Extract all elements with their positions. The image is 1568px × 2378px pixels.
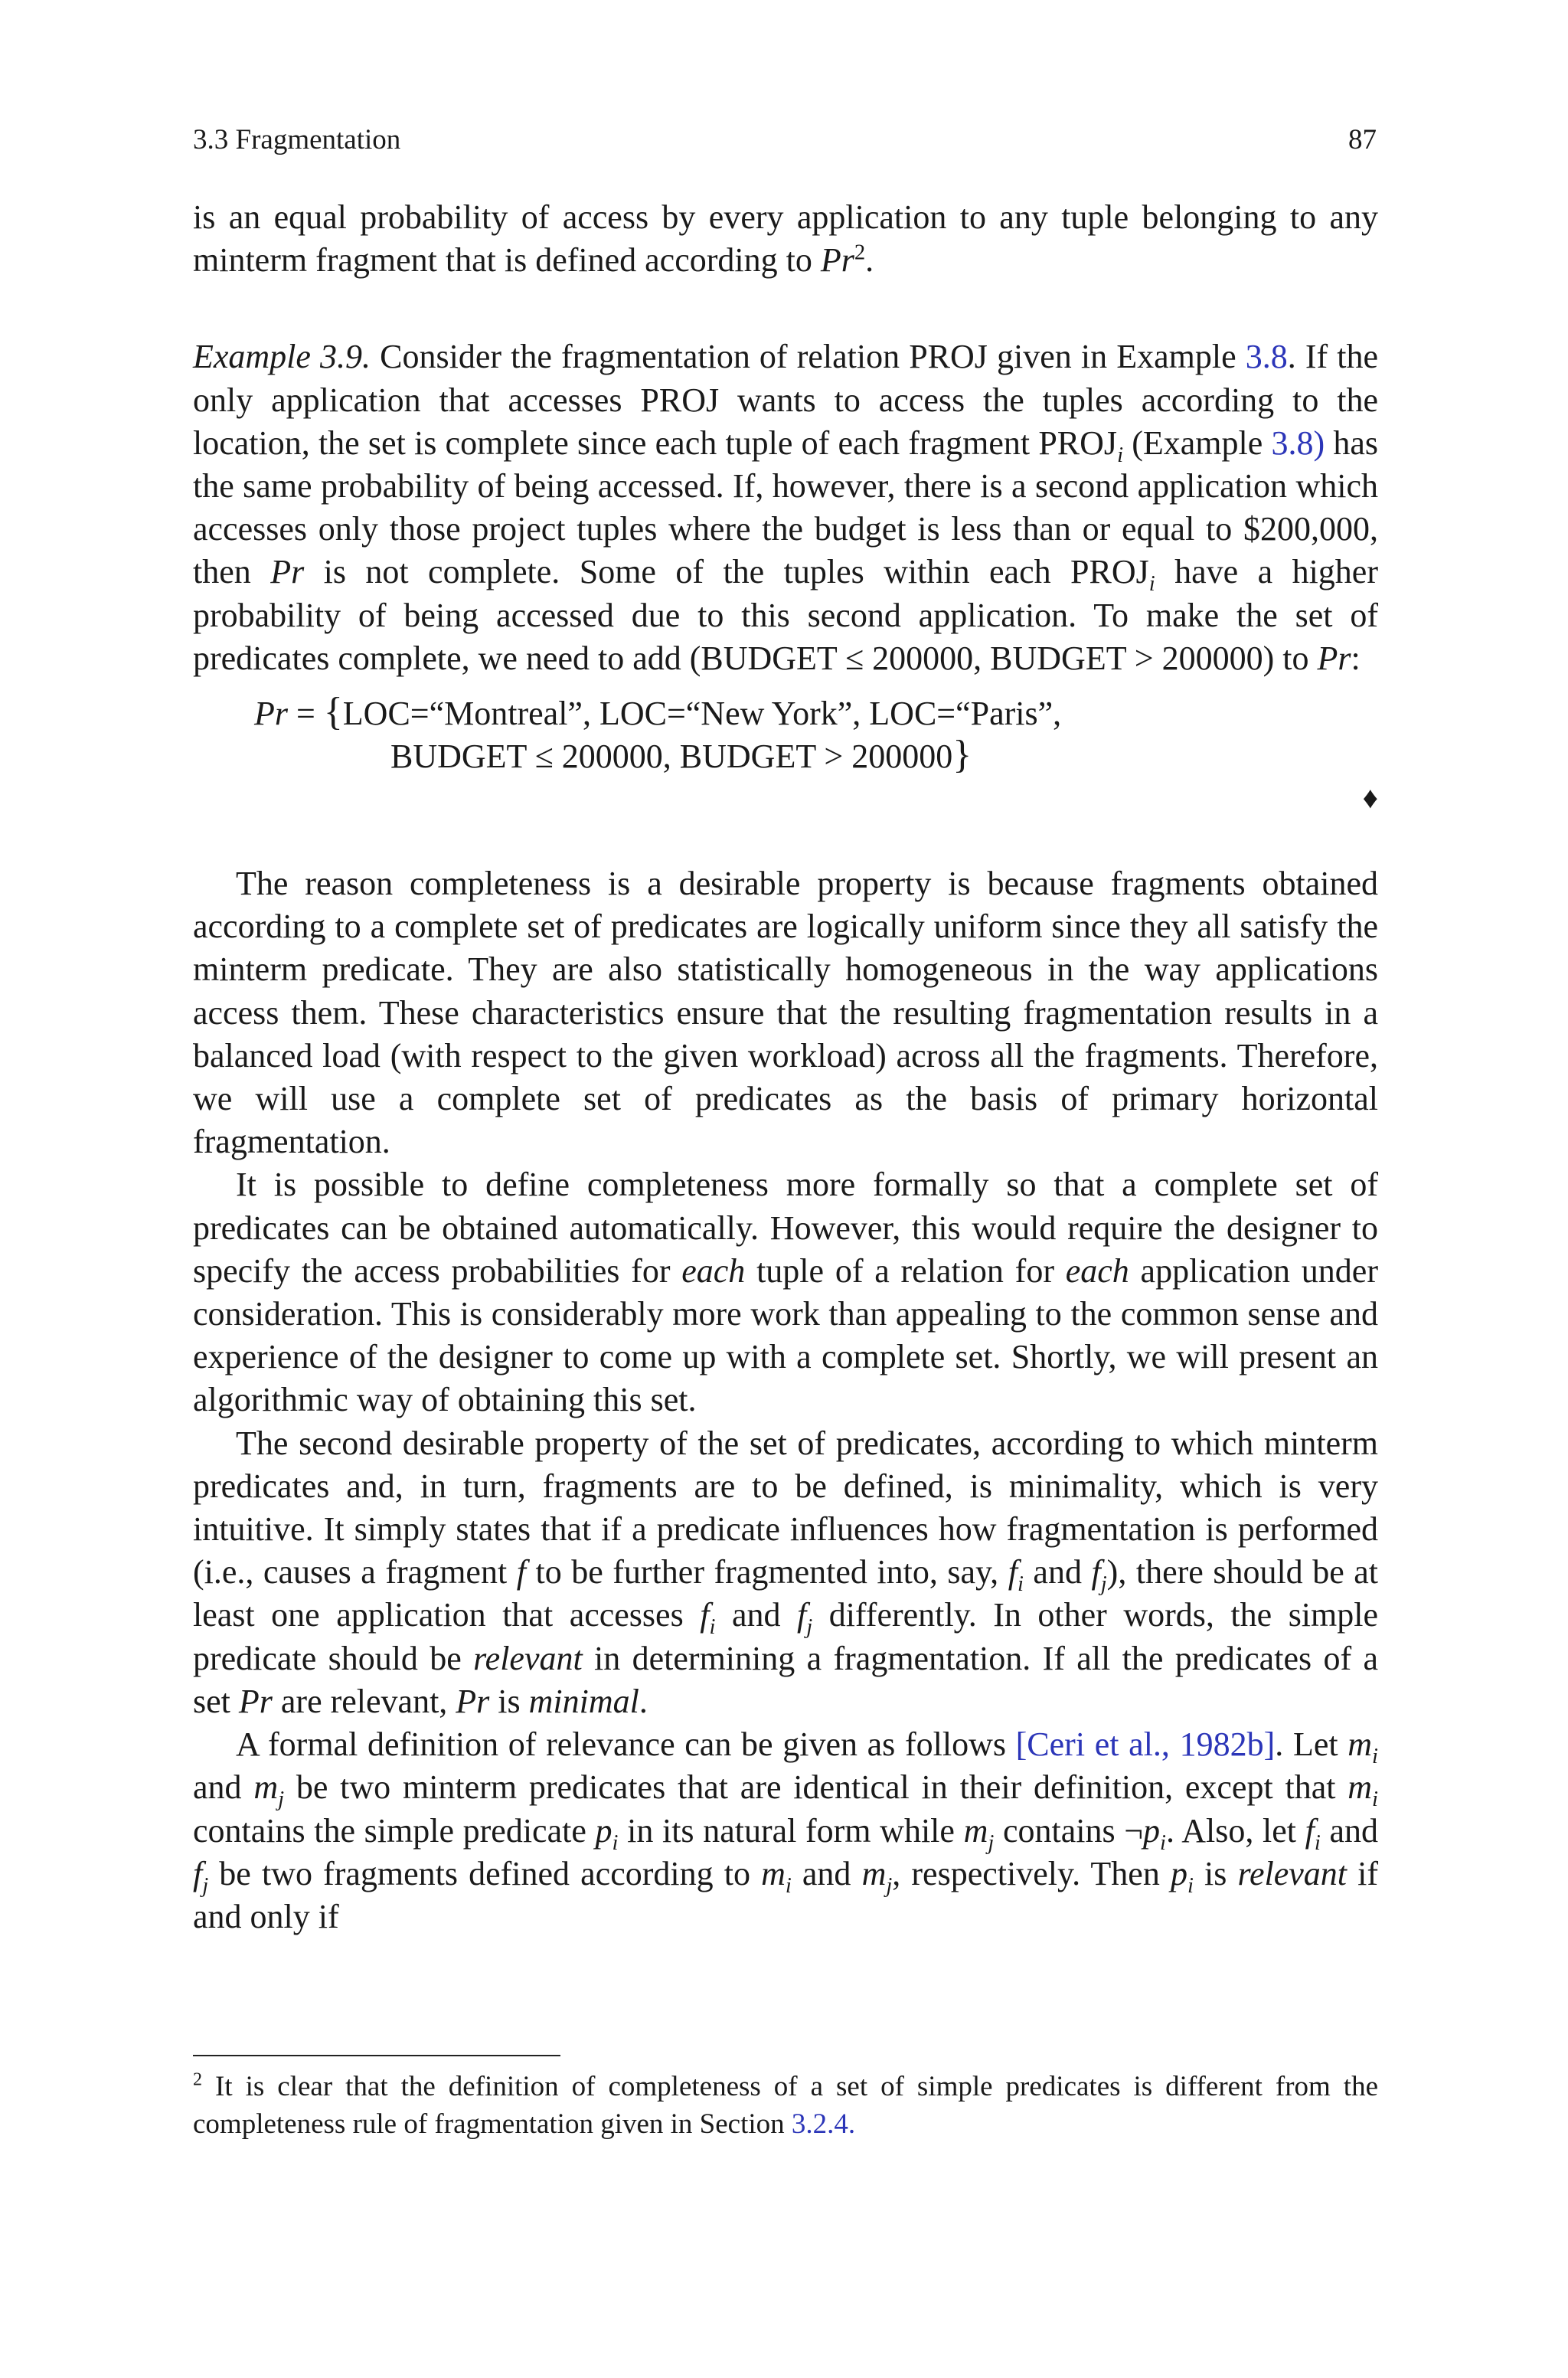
predicate-set-formula: Pr = {LOC=“Montreal”, LOC=“New York”, LOC=“Paris”, BUDGET ≤ 200000, BUDGET > 200000} bbox=[254, 690, 1062, 777]
footnote: $^2$ It is clear that the definition of completeness of a set of simple predicates is different from the completeness rule of fragmentation given in Section 3.2.4. bbox=[193, 2069, 1378, 2140]
example-3-9: Example 3.9. Consider the fragmentation of relation PROJ given in Example 3.8. If the only application that accesses PROJ wants to access the tuples according to the location, the set is complete since each tuple of each fragment $PROJ_i$ (Example 3.8) has the same probability of being accessed. If, however, there is a second application which accesses only those project tuples where the budget is less than or equal to $200,000, then Pr is not complete. Some of the tuples within each $PROJ_i$ have a higher probability of being accessed due to this second application. To make the set of predicates complete, we need to add (BUDGET ≤ 200000, BUDGET > 200000) to Pr: bbox=[193, 338, 1379, 677]
example-ref-link[interactable]: 3.8 bbox=[1245, 338, 1288, 376]
paragraph: A formal definition of relevance can be given as follows [Ceri et al., 1982b]. Let $m_i$ and $m_j$ be two minterm predicates that are identical in their definition, except that $m_i$ contains the simple predicate $p_i$ in its natural form while $m_j$ contains $\neg p_i$. Also, let $f_i$ and $f_j$ be two fragments defined according to $m_i$ and $m_j$, respectively. Then $p_i$ is relevant if and only if bbox=[193, 1725, 1379, 1935]
citation-link[interactable]: [Ceri et al., 1982b] bbox=[1015, 1725, 1276, 1764]
page-number: 87 bbox=[1348, 124, 1377, 155]
example-label: Example 3.9. bbox=[193, 338, 371, 376]
footnote-divider bbox=[193, 2055, 560, 2056]
section-ref-link[interactable]: 3.2.4. bbox=[791, 2108, 856, 2140]
paragraph: The second desirable property of the set of predicates, according to which minterm predicates and, in turn, fragments are to be defined, is minimality, which is very intuitive. It simply states that if a predicate influences how fragmentation is performed (i.e., causes a fragment f to be further fragmented into, say, $f_i$ and $f_j$), there should be at least one application that accesses $f_i$ and $f_j$ differently. In other words, the simple predicate should be relevant in determining a fragmentation. If all the predicates of a set Pr are relevant, Pr is minimal. bbox=[193, 1424, 1379, 1720]
footnote-marker[interactable]: 2 bbox=[854, 240, 866, 265]
example-ref-link[interactable]: 3.8) bbox=[1271, 424, 1325, 462]
running-head bbox=[193, 121, 1377, 159]
running-head-section: 3.3 Fragmentation bbox=[193, 124, 401, 155]
body-text bbox=[193, 196, 1378, 1938]
footnote-number: 2 bbox=[193, 2069, 203, 2090]
paragraph: The reason completeness is a desirable property is because fragments obtained according to a complete set of predicates are logically uniform since they all satisfy the minterm predicate. They are also statistically homogeneous in the way applications access them. These characteristics ensure that the resulting fragmentation results in a balanced load (with respect to the given workload) across all the fragments. Therefore, we will use a complete set of predicates as the basis of primary horizontal fragmentation. bbox=[193, 865, 1378, 1161]
paragraph-continuation: is an equal probability of access by every application to any tuple belonging to any minterm fragment that is defined according to Pr$^2$. bbox=[193, 198, 1378, 280]
end-of-example-icon: ♦ bbox=[1362, 780, 1378, 816]
paragraph: It is possible to define completeness more formally so that a complete set of predicates can be obtained automatically. However, this would require the designer to specify the access probabilities for each tuple of a relation for each application under consideration. This is considerably more work than appealing to the common sense and experience of the designer to come up with a complete set. Shortly, we will present an algorithmic way of obtaining this set. bbox=[193, 1166, 1378, 1419]
